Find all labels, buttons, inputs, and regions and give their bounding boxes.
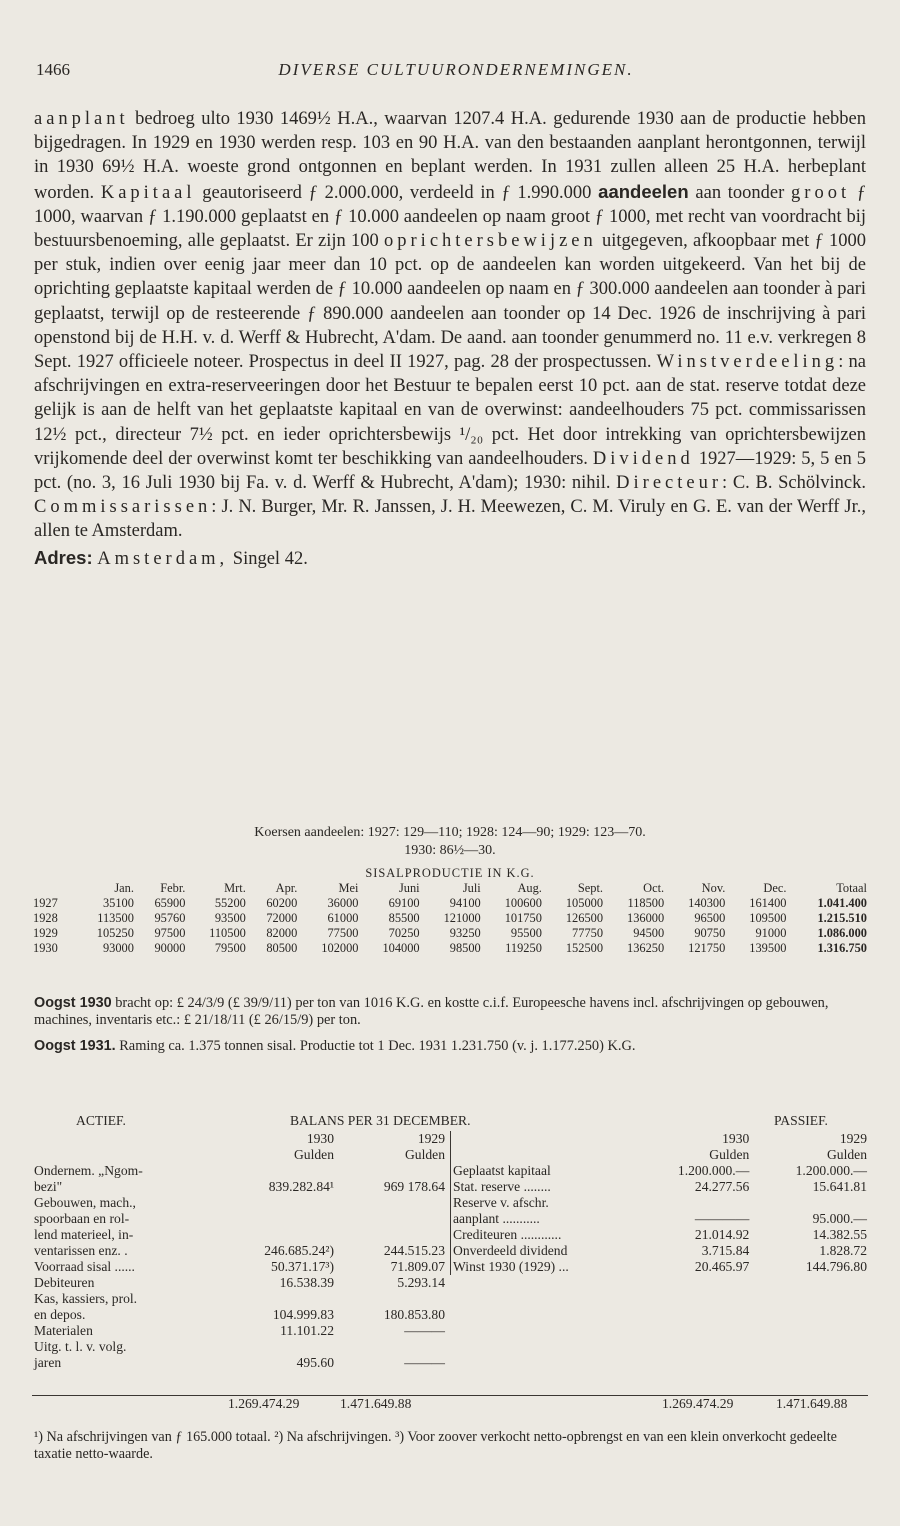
actief-value-a: 495.60 bbox=[296, 1355, 334, 1370]
actief-value-b: 969 178.64 bbox=[383, 1179, 445, 1194]
passief-value-a: 3.715.84 bbox=[701, 1243, 750, 1258]
actief-year-b: 1929 bbox=[417, 1131, 445, 1146]
sisal-value-cell: 95500 bbox=[510, 926, 542, 940]
sisal-header-cell: Sept. bbox=[577, 881, 604, 895]
table-row bbox=[451, 1179, 869, 1195]
table-row bbox=[451, 1227, 869, 1243]
sisal-header-cell: Jan. bbox=[114, 881, 134, 895]
passief-value-b: 1.828.72 bbox=[819, 1243, 867, 1258]
sisal-header-year bbox=[32, 881, 74, 896]
actief-unit-b: Gulden bbox=[404, 1147, 445, 1162]
actief-label: spoorbaan en rol- bbox=[34, 1211, 130, 1226]
sisal-value-cell: 126500 bbox=[565, 911, 604, 925]
sisal-value-cell: 113500 bbox=[97, 911, 134, 925]
sisal-value-cell: 121750 bbox=[688, 941, 726, 955]
sisal-value-cell: 72000 bbox=[266, 911, 298, 925]
passief-year-b: 1929 bbox=[839, 1131, 867, 1146]
sisal-value-cell: 80500 bbox=[266, 941, 298, 955]
sisal-value-cell: 69100 bbox=[388, 896, 420, 910]
sisal-value-cell: 104000 bbox=[382, 941, 420, 955]
actief-value-b bbox=[336, 1211, 447, 1227]
actief-value-a bbox=[220, 1163, 336, 1179]
sisal-value-cell: 102000 bbox=[321, 941, 359, 955]
sisal-value-cell: 90750 bbox=[694, 926, 726, 940]
sisal-value-cell: 90000 bbox=[154, 941, 186, 955]
actief-label: bezi" bbox=[34, 1179, 63, 1194]
text-p5: uitgegeven, afkoopbaar met ƒ 1000 per stuk, indien over eenig jaar meer dan 10 pct. op de aandeelen kan worden uitgekeerd. Van het bij de oprichting geplaatste kapitaal werden de ƒ 10.000 aandeelen op naam en ƒ 300.000 aandeelen aan toonder à pari geplaatst, terwijl op de resteerende ƒ 890.000 aandeelen aan toonder op 14 Dec. 1926 de inschrijving à pari openstond bij de H.H. v. d. Werff & Hubrecht, A'dam. De aand. aan toonder genummerd no. 11 e.v. verkregen 8 Sept. 1927 officieele noteer. Prospectus in deel II 1927, pag. 28 der prospectussen. bbox=[34, 231, 866, 373]
sisal-value-cell: 36000 bbox=[327, 896, 359, 910]
sisal-value-cell: 109500 bbox=[749, 911, 787, 925]
table-row bbox=[32, 1275, 447, 1291]
sisal-value-cell: 98500 bbox=[449, 941, 481, 955]
passief-value-b: 1.200.000.— bbox=[795, 1163, 867, 1178]
passief-unit-a: Gulden bbox=[709, 1147, 750, 1162]
actief-total-a: 1.269.474.29 bbox=[228, 1396, 300, 1411]
passief-total-a: 1.269.474.29 bbox=[662, 1396, 734, 1411]
sisal-value-cell: 93000 bbox=[102, 941, 134, 955]
table-row bbox=[32, 1323, 447, 1339]
table-row bbox=[32, 1291, 447, 1307]
sisal-value-cell: 60200 bbox=[266, 896, 298, 910]
actief-value-a: 104.999.83 bbox=[272, 1307, 334, 1322]
actief-label: en depos. bbox=[34, 1307, 86, 1322]
sisal-header-cell: Juli bbox=[462, 881, 481, 895]
sisal-value-cell: 95760 bbox=[154, 911, 186, 925]
table-row bbox=[32, 1355, 447, 1371]
sisal-header-cell: Nov. bbox=[701, 881, 726, 895]
sisal-header-cell: Febr. bbox=[160, 881, 186, 895]
harvest-1930-text: bracht op: £ 24/3/9 (£ 39/9/11) per ton van 1016 K.G. en kostte c.i.f. Europeesche havens incl. afschrijvingen op gebouwen, machines, inventaris etc.: £ 21/18/11 (£ 26/15/9) per ton. bbox=[34, 995, 829, 1028]
actief-label: ventarissen enz. . bbox=[34, 1243, 128, 1258]
text-p3: aan toonder bbox=[695, 182, 785, 203]
address-line bbox=[34, 546, 866, 571]
table-row bbox=[451, 1243, 869, 1259]
sisal-header-cell: Aug. bbox=[517, 881, 542, 895]
sisal-value-cell: 79500 bbox=[214, 941, 246, 955]
text-p7: 1927—1929: 5, 5 en 5 pct. (no. 3, 16 Juli 1930 bij Fa. v. d. Werff & Hubrecht, A'dam); 1930: nihil. bbox=[34, 448, 867, 494]
passief-label: Winst 1930 (1929) ... bbox=[453, 1259, 569, 1274]
sisal-year-cell: 1927 bbox=[33, 896, 58, 910]
sisal-year-cell: 1929 bbox=[33, 926, 58, 940]
sisal-value-cell: 119250 bbox=[505, 941, 542, 955]
table-row bbox=[32, 1179, 447, 1195]
sisal-value-cell: 105250 bbox=[96, 926, 134, 940]
passief-value-a: 20.465.97 bbox=[694, 1259, 750, 1274]
table-row bbox=[32, 926, 868, 941]
sisal-value-cell: 1.316.750 bbox=[817, 941, 867, 955]
term-groot: groot bbox=[791, 182, 851, 203]
term-kapitaal: Kapitaal bbox=[100, 182, 196, 203]
sisal-value-cell: 1.041.400 bbox=[817, 896, 867, 910]
table-row bbox=[32, 1195, 447, 1211]
footnotes: ¹) Na afschrijvingen van ƒ 165.000 totaal. ²) Na afschrijvingen. ³) Voor zoover verkocht netto-opbrengst en van een klein onverkocht gedeelte taxatie netto-waarde. bbox=[34, 1429, 837, 1462]
passief-value-a: ———— bbox=[694, 1211, 750, 1226]
text-p8: : C. B. Schölvinck. bbox=[722, 473, 867, 494]
table-row bbox=[32, 1339, 447, 1355]
passief-label: Reserve v. afschr. bbox=[453, 1195, 549, 1210]
table-row bbox=[451, 1163, 869, 1179]
table-row bbox=[32, 1259, 447, 1275]
sisal-value-cell: 35100 bbox=[102, 896, 134, 910]
harvest-1930-label: Oogst 1930 bbox=[34, 995, 112, 1011]
actief-value-b bbox=[336, 1195, 447, 1211]
passief-value-a: 21.014.92 bbox=[694, 1227, 750, 1242]
balance-main-title: BALANS PER 31 DECEMBER. bbox=[290, 1113, 471, 1128]
actief-label: jaren bbox=[34, 1355, 62, 1370]
term-aanplant: aanplant bbox=[34, 109, 129, 129]
sisal-value-cell: 93250 bbox=[449, 926, 481, 940]
sisal-value-cell: 55200 bbox=[214, 896, 246, 910]
sisal-value-cell: 121000 bbox=[443, 911, 481, 925]
passief-label: Crediteuren ............ bbox=[453, 1227, 562, 1242]
passief-year-a: 1930 bbox=[722, 1131, 750, 1146]
passief-label: Onverdeeld dividend bbox=[453, 1243, 568, 1258]
sisal-value-cell: 101750 bbox=[504, 911, 542, 925]
passief-label: aanplant ........... bbox=[453, 1211, 540, 1226]
term-oprichtersbewijzen: oprichtersbewijzen bbox=[384, 231, 597, 252]
actief-label: Voorraad sisal ...... bbox=[34, 1259, 135, 1274]
harvest-1931 bbox=[34, 1038, 866, 1055]
address-city: Amsterdam, bbox=[97, 548, 229, 569]
sisal-value-cell: 136250 bbox=[627, 941, 665, 955]
sisal-value-cell: 77500 bbox=[327, 926, 359, 940]
passief-value-b: 15.641.81 bbox=[812, 1179, 867, 1194]
actief-value-a bbox=[220, 1339, 336, 1355]
passief-unit-b: Gulden bbox=[826, 1147, 867, 1162]
table-row bbox=[32, 1243, 447, 1259]
term-commissarissen: Commissarissen bbox=[34, 497, 212, 518]
sisal-header-cell: Apr. bbox=[275, 881, 298, 895]
actief-value-a: 11.101.22 bbox=[280, 1323, 334, 1338]
actief-value-a bbox=[220, 1195, 336, 1211]
actief-value-a: 246.685.24²) bbox=[264, 1243, 334, 1258]
sisal-header-cell: Mei bbox=[338, 881, 359, 895]
sisal-value-cell: 70250 bbox=[388, 926, 420, 940]
page-number: 1466 bbox=[36, 60, 70, 79]
sisal-year-cell: 1930 bbox=[33, 941, 58, 955]
passief-value-b: 144.796.80 bbox=[805, 1259, 867, 1274]
share-prices-line1: Koersen aandeelen: 1927: 129—110; 1928: 124—90; 1929: 123—70. bbox=[254, 825, 646, 840]
actief-value-a: 839.282.84¹ bbox=[268, 1179, 334, 1194]
actief-label: Materialen bbox=[34, 1323, 93, 1338]
share-prices-line2: 1930: 86½—30. bbox=[404, 843, 496, 858]
running-title: DIVERSE CULTUURONDERNEMINGEN. bbox=[278, 60, 634, 79]
actief-label: Ondernem. „Ngom- bbox=[34, 1163, 143, 1178]
sisal-header-cell: Mrt. bbox=[224, 881, 246, 895]
table-row bbox=[32, 1227, 447, 1243]
sisal-production-table bbox=[32, 866, 868, 956]
sisal-value-cell: 105000 bbox=[565, 896, 604, 910]
passief-value-a: 24.277.56 bbox=[694, 1179, 750, 1194]
actief-value-a bbox=[220, 1227, 336, 1243]
sisal-value-cell: 93500 bbox=[214, 911, 246, 925]
sisal-value-cell: 118500 bbox=[627, 896, 665, 910]
sisal-value-cell: 91000 bbox=[755, 926, 787, 940]
passief-value-b: 14.382.55 bbox=[812, 1227, 867, 1242]
actief-label: lend materieel, in- bbox=[34, 1227, 134, 1242]
actief-value-a bbox=[220, 1211, 336, 1227]
sisal-value-cell: 85500 bbox=[388, 911, 420, 925]
term-directeur: Directeur bbox=[616, 473, 723, 494]
sisal-header-cell: Totaal bbox=[836, 881, 867, 895]
sisal-table-title: SISALPRODUCTIE IN K.G. bbox=[365, 866, 535, 880]
harvest-1930 bbox=[34, 995, 866, 1029]
text-p9: : J. N. Burger, Mr. R. Janssen, J. H. Meewezen, C. M. Viruly en G. E. van der Werff Jr., allen te Amsterdam. bbox=[34, 497, 866, 542]
actief-value-b: 180.853.80 bbox=[383, 1307, 445, 1322]
balance-sheet bbox=[32, 1113, 868, 1411]
balance-title-row bbox=[32, 1113, 868, 1131]
actief-value-b: 244.515.23 bbox=[383, 1243, 445, 1258]
passief-label: Geplaatst kapitaal bbox=[453, 1163, 551, 1178]
sisal-header-cell: Oct. bbox=[643, 881, 665, 895]
sisal-value-cell: 65900 bbox=[154, 896, 186, 910]
text-p6: : na afschrijvingen en extra-reserveeringen door het Bestuur te bepalen eerst 10 pct. aan de stat. reserve totdat deze gelijk is aan de helft van het geplaatste kapitaal en van de overwinst: aandeelhouders 75 pct. commissarissen 12½ pct., directeur 7½ pct. en ieder oprichtersbewijs ¹/₂₀ pct. Het door intrekking van oprichtersbewijzen vrijkomende deel der overwinst komt ter beschikking van aandeelhouders. bbox=[34, 352, 866, 469]
balance-passief-title: PASSIEF. bbox=[774, 1113, 828, 1128]
sisal-value-cell: 1.215.510 bbox=[817, 911, 867, 925]
sisal-year-cell: 1928 bbox=[33, 911, 58, 925]
harvest-1931-label: Oogst 1931. bbox=[34, 1038, 116, 1054]
table-row bbox=[451, 1195, 869, 1211]
actief-label: Gebouwen, mach., bbox=[34, 1195, 136, 1210]
table-row bbox=[32, 911, 868, 926]
sisal-value-cell: 61000 bbox=[327, 911, 359, 925]
sisal-value-cell: 77750 bbox=[572, 926, 604, 940]
table-row bbox=[32, 1163, 447, 1179]
actief-value-a: 50.371.17³) bbox=[271, 1259, 334, 1274]
balance-columns bbox=[32, 1131, 868, 1395]
sisal-value-cell: 139500 bbox=[749, 941, 787, 955]
actief-value-b bbox=[336, 1163, 447, 1179]
table-row bbox=[32, 1211, 447, 1227]
actief-year-a: 1930 bbox=[306, 1131, 334, 1146]
table-row bbox=[451, 1259, 869, 1275]
sisal-header-cell: Juni bbox=[398, 881, 420, 895]
actief-value-a bbox=[220, 1291, 336, 1307]
text-p4: ƒ 1000, waarvan ƒ 1.190.000 geplaatst en ƒ 10.000 aandeelen op naam groot ƒ 1000, met recht van voordracht bij bestuursbenoeming, alle geplaatst. Er zijn 100 bbox=[34, 182, 867, 252]
sisal-value-cell: 97500 bbox=[154, 926, 186, 940]
sisal-header-row bbox=[32, 881, 868, 896]
passief-total-b: 1.471.649.88 bbox=[776, 1396, 848, 1411]
actief-label: Uitg. t. l. v. volg. bbox=[34, 1339, 127, 1354]
text-p1: bedroeg ulto 1930 1469½ H.A., waarvan 1207.4 H.A. gedurende 1930 aan de productie hebben bijgedragen. In 1929 en 1930 werden resp. 103 en 90 H.A. van den bestaanden aanplant herontgonnen, terwijl in 1930 69½ H.A. woeste grond ontgonnen en beplant werden. In 1931 zullen alleen 25 H.A. herbeplant worden. bbox=[34, 109, 867, 203]
page-header bbox=[36, 60, 876, 82]
text-p2: geautoriseerd ƒ 2.000.000, verdeeld in ƒ 1.990.000 bbox=[202, 182, 592, 203]
actief-value-b bbox=[336, 1227, 447, 1243]
table-row bbox=[32, 1307, 447, 1323]
sisal-value-cell: 94500 bbox=[633, 926, 665, 940]
passief-label: Stat. reserve ........ bbox=[453, 1179, 551, 1194]
sisal-value-cell: 100600 bbox=[504, 896, 542, 910]
address-label: Adres: bbox=[34, 546, 93, 568]
passief-value-a bbox=[650, 1195, 751, 1211]
term-winstverdeeling: Winstverdeeling bbox=[656, 352, 839, 373]
sisal-value-cell: 140300 bbox=[688, 896, 726, 910]
share-prices bbox=[34, 824, 866, 860]
passief-value-a: 1.200.000.— bbox=[677, 1163, 750, 1178]
balance-totals bbox=[32, 1395, 868, 1414]
actief-label: Debiteuren bbox=[34, 1275, 95, 1290]
passief-value-b: 95.000.— bbox=[812, 1211, 867, 1226]
sisal-value-cell: 82000 bbox=[266, 926, 298, 940]
sisal-value-cell: 152500 bbox=[565, 941, 604, 955]
harvest-notes bbox=[34, 995, 866, 1064]
sisal-header-cell: Dec. bbox=[763, 881, 787, 895]
harvest-1931-text: Raming ca. 1.375 tonnen sisal. Productie tot 1 Dec. 1931 1.231.750 (v. j. 1.177.250) K.G. bbox=[119, 1038, 636, 1054]
sisal-value-cell: 110500 bbox=[209, 926, 246, 940]
actief-label: Kas, kassiers, prol. bbox=[34, 1291, 138, 1306]
actief-value-b bbox=[336, 1339, 447, 1355]
passief-value-b bbox=[751, 1195, 869, 1211]
sisal-value-cell: 1.086.000 bbox=[817, 926, 867, 940]
actief-unit-a: Gulden bbox=[293, 1147, 334, 1162]
table-row bbox=[32, 941, 868, 956]
sisal-value-cell: 136000 bbox=[627, 911, 665, 925]
company-description bbox=[34, 107, 866, 571]
address-street: Singel 42. bbox=[232, 548, 308, 569]
actief-value-b bbox=[336, 1291, 447, 1307]
table-row bbox=[32, 896, 868, 911]
sisal-value-cell: 94100 bbox=[449, 896, 481, 910]
balance-actief-title: ACTIEF. bbox=[76, 1113, 126, 1128]
sisal-value-cell: 161400 bbox=[749, 896, 787, 910]
actief-value-a: 16.538.39 bbox=[279, 1275, 334, 1290]
actief-total-b: 1.471.649.88 bbox=[340, 1396, 412, 1411]
table-row bbox=[451, 1211, 869, 1227]
term-dividend: Dividend bbox=[592, 448, 694, 469]
actief-value-b: 71.809.07 bbox=[390, 1259, 445, 1274]
sisal-value-cell: 96500 bbox=[694, 911, 726, 925]
actief-value-b: ——— bbox=[404, 1323, 445, 1338]
term-aandeelen: aandeelen bbox=[598, 180, 689, 202]
balance-actief bbox=[32, 1131, 447, 1371]
actief-value-b: 5.293.14 bbox=[397, 1275, 445, 1290]
balance-passief bbox=[450, 1131, 869, 1275]
actief-value-b: ——— bbox=[404, 1355, 445, 1370]
